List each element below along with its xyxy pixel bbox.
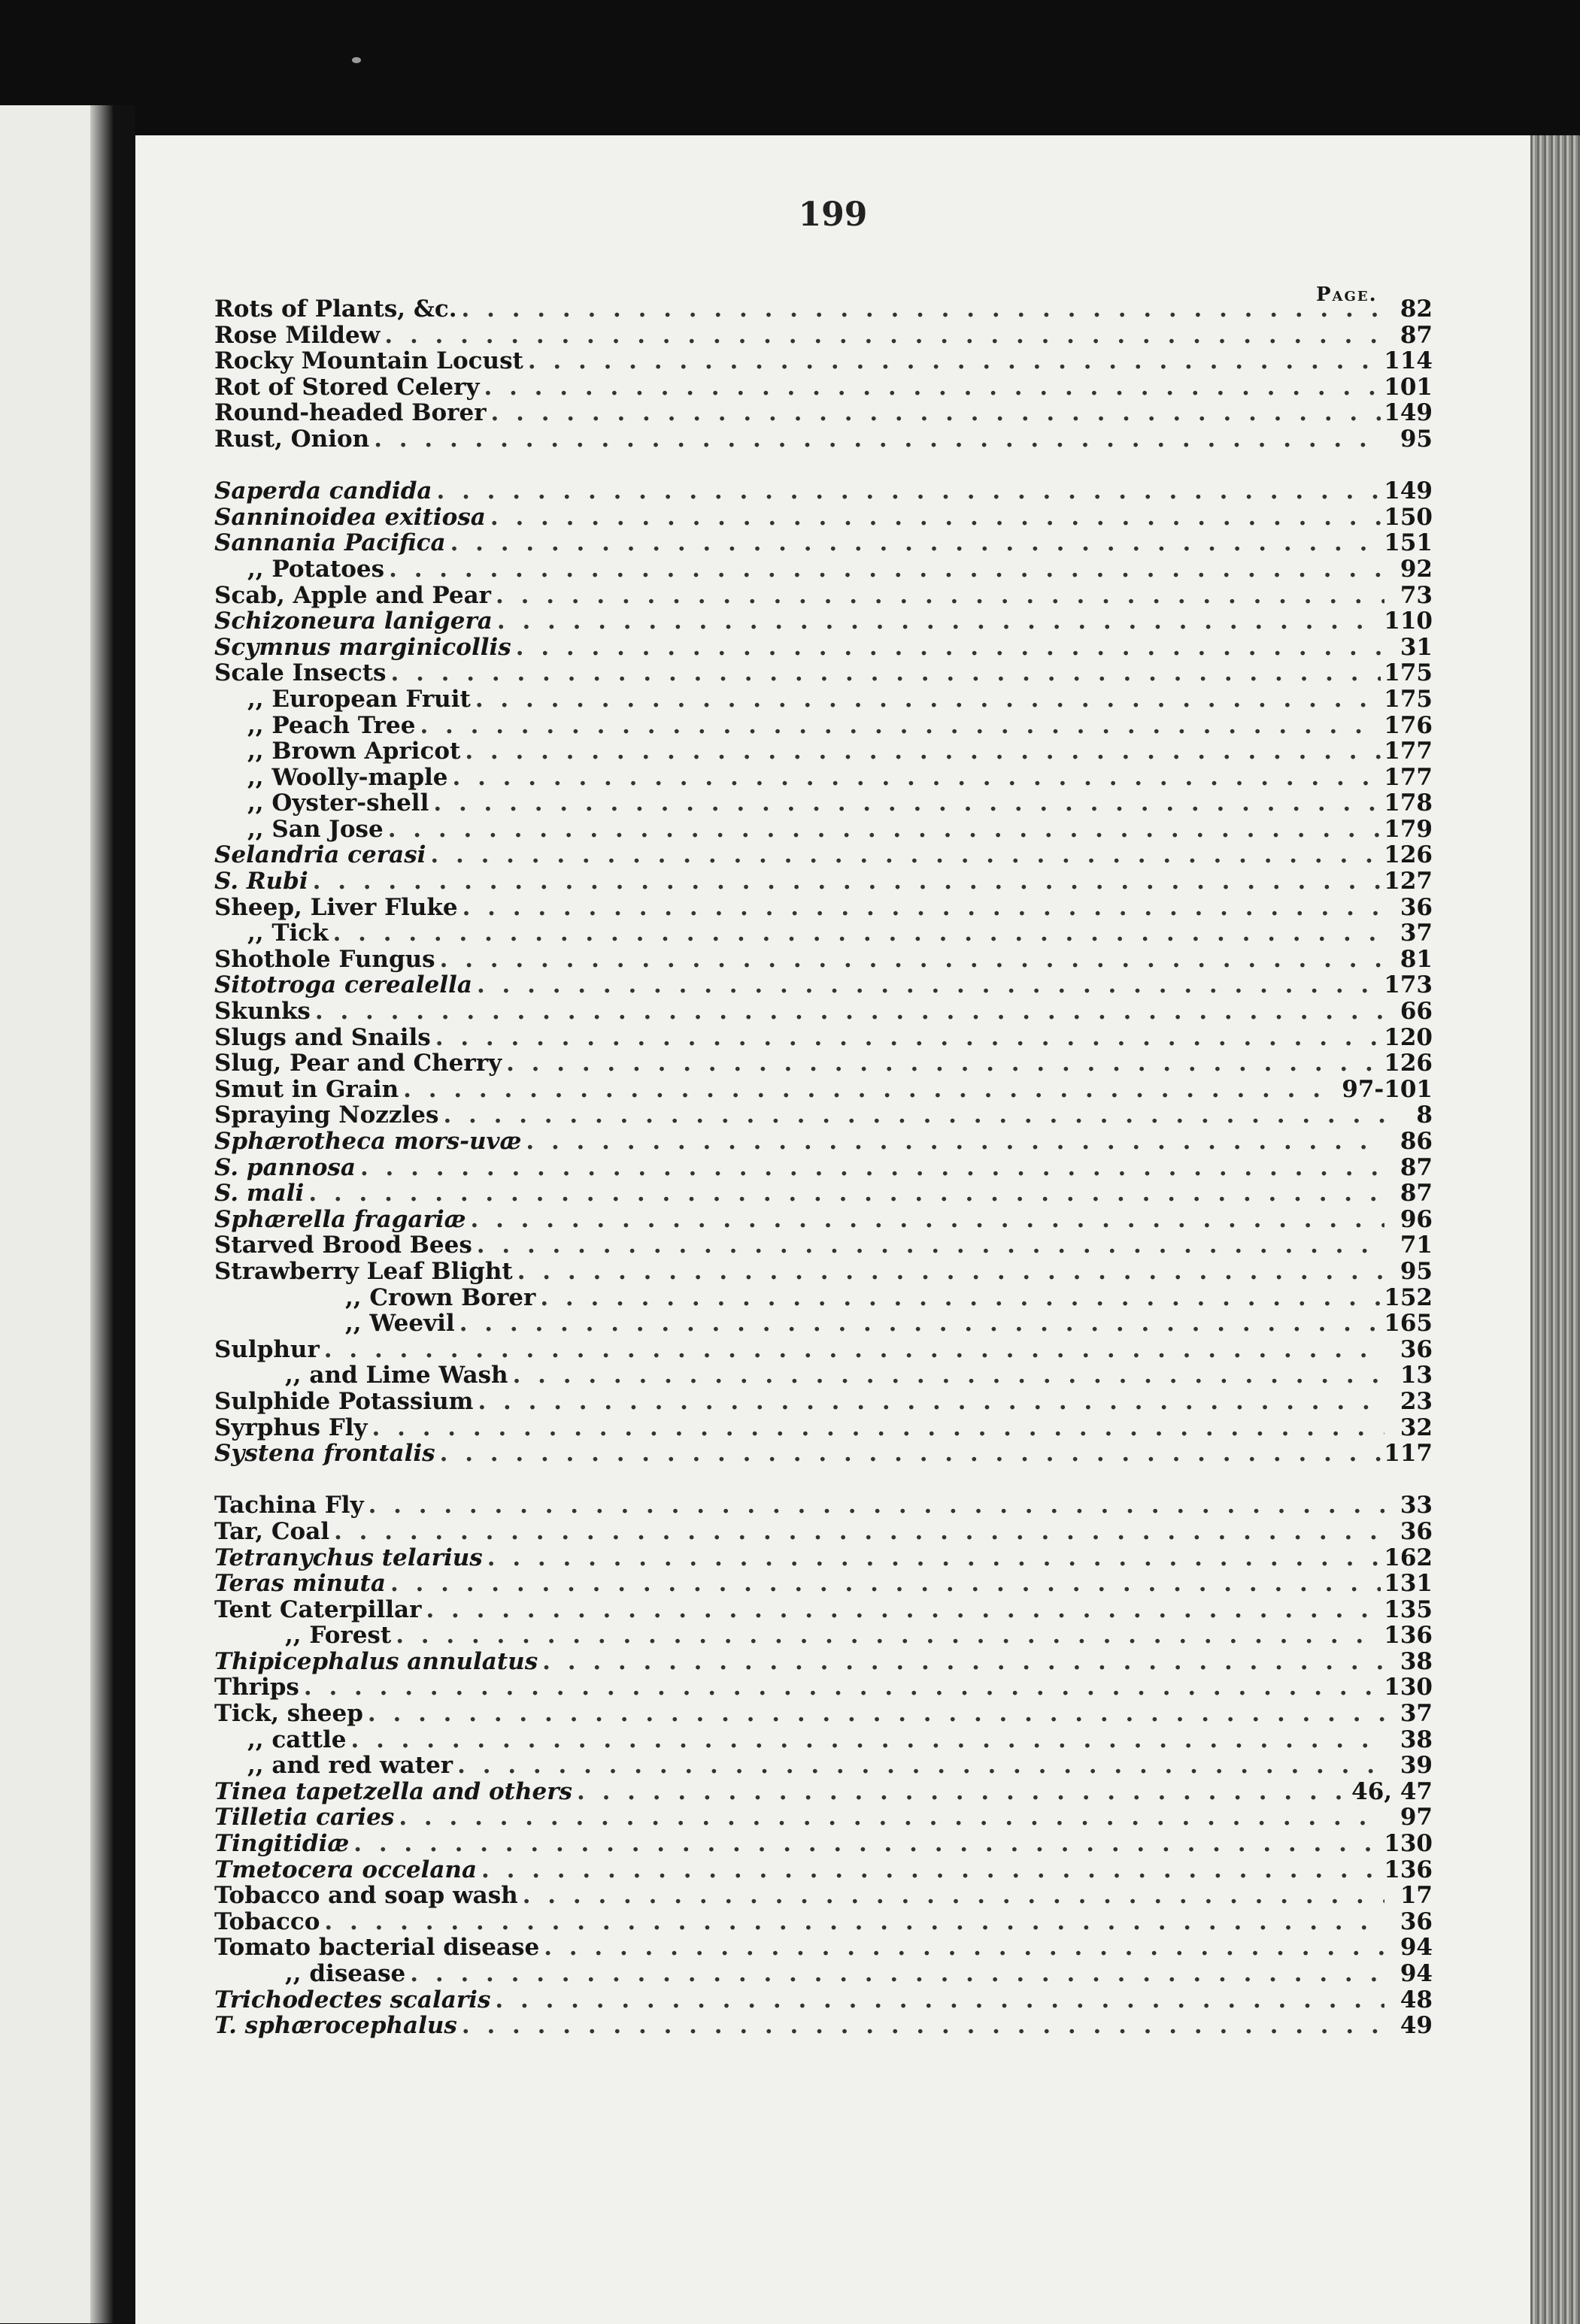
index-entry: Rot of Stored Celery [214,373,480,401]
index-row [214,1883,1433,1909]
index-row [214,1389,1433,1415]
index-row [214,1909,1433,1935]
index-row [214,478,1433,504]
index-row [214,1571,1433,1597]
leader-dots [496,583,1384,609]
leader-dots [436,478,1381,504]
index-page: 37 [1400,1700,1433,1728]
index-row [214,1935,1433,1961]
index-page: 39 [1400,1752,1433,1780]
index-entry: Teras minuta [214,1570,386,1598]
index-entry: S. mali [214,1180,305,1207]
index-page: 95 [1400,425,1433,453]
index-page: 110 [1384,608,1433,635]
index-entry: ,, disease [285,1960,406,1987]
index-page: 149 [1384,399,1433,427]
index-row [214,635,1433,661]
page-number: 199 [798,195,868,234]
index-page: 101 [1384,373,1433,401]
leader-dots [388,817,1381,843]
leader-dots [516,635,1384,661]
index-row [214,1987,1433,2013]
leader-dots [484,374,1381,401]
leader-dots [368,1701,1384,1727]
leader-dots [478,1389,1384,1415]
index-page: 120 [1384,1023,1433,1051]
index-row [214,1310,1433,1337]
index-page: 92 [1400,555,1433,583]
index-entry: Sheep, Liver Fluke [214,893,458,921]
index-page: 114 [1384,347,1433,375]
index-row [214,1961,1433,1987]
index-row [214,1831,1433,1857]
index-page: 178 [1384,789,1433,817]
index-entry: ,, Brown Apricot [247,738,461,765]
index-page: 130 [1384,1830,1433,1858]
leader-dots [315,998,1384,1025]
index-page: 175 [1384,659,1433,687]
index-entry: ,, and Lime Wash [285,1362,508,1389]
index-page: 32 [1400,1413,1433,1441]
index-entry: ,, Peach Tree [247,711,416,739]
leader-dots [526,1129,1384,1155]
section-gap [214,1467,1433,1493]
index-entry: Trichodectes scalaris [214,1986,491,2013]
index-page: 87 [1400,1153,1433,1181]
index-page: 82 [1400,295,1433,323]
leader-dots [513,1362,1384,1389]
index-entry: Scab, Apple and Pear [214,581,492,609]
page-column-label: Page. [1316,283,1378,306]
index-page: 126 [1384,1050,1433,1077]
index-page: 117 [1384,1440,1433,1468]
index-row [214,1519,1433,1545]
index-row [214,400,1433,426]
index-entry: Sphærotheca mors-uvæ [214,1128,522,1155]
index-entry: ,, cattle [247,1726,347,1753]
index-row [214,1441,1433,1467]
index-entry: Syrphus Fly [214,1413,368,1441]
index-entry: ,, Oyster-shell [247,789,429,817]
index-entry: Tar, Coal [214,1517,330,1545]
left-page-edge [0,105,113,2323]
index-entry: Sannania Pacifica [214,529,446,557]
index-page: 36 [1400,1335,1433,1363]
index-row [214,1207,1433,1233]
index-row [214,920,1433,947]
leader-dots [544,1935,1384,1961]
index-row [214,1753,1433,1779]
index-row [214,738,1433,765]
index-entry: Sitotroga cerealella [214,971,472,999]
index-page: 173 [1384,971,1433,999]
leader-dots [459,1310,1381,1337]
index-page: 48 [1400,1986,1433,2013]
index-page: 136 [1384,1856,1433,1883]
leader-dots [450,530,1381,556]
leader-dots [495,1987,1384,2013]
index-entry: Rocky Mountain Locust [214,347,523,375]
index-page: 46, 47 [1351,1777,1433,1805]
index-entry: Saperda candida [214,477,432,505]
index-entry: ,, Crown Borer [345,1283,536,1311]
index-page: 36 [1400,893,1433,921]
index-entry: S. Rubi [214,868,308,895]
index-entry: Scymnus marginicollis [214,633,511,661]
index-entry: ,, Potatoes [247,555,385,583]
index-row [214,1545,1433,1571]
index-page: 94 [1400,1934,1433,1962]
index-row [214,608,1433,635]
index-entry: ,, San Jose [247,815,384,843]
leader-dots [396,1623,1381,1649]
index-row [214,1492,1433,1519]
index-entry: Starved Brood Bees [214,1232,472,1259]
index-entry: Rots of Plants, &c. [214,295,457,323]
index-page: 37 [1400,920,1433,947]
index-page: 165 [1384,1310,1433,1338]
leader-dots [391,660,1381,686]
index-row [214,1077,1433,1103]
leader-dots [353,1831,1381,1857]
index-entry: ,, Weevil [345,1310,455,1338]
leader-dots [528,348,1381,374]
index-page: 94 [1400,1960,1433,1987]
leader-dots [477,1232,1384,1259]
leader-dots [462,895,1384,921]
index-page: 179 [1384,815,1433,843]
index-row [214,1362,1433,1389]
index-page: 49 [1400,2012,1433,2040]
index-page: 86 [1400,1128,1433,1155]
index-page: 127 [1384,868,1433,895]
index-entry: S. pannosa [214,1153,356,1181]
index-entry: ,, and red water [247,1752,453,1780]
index-entry: Tachina Fly [214,1492,364,1520]
index-row [214,1025,1433,1051]
leader-dots [470,1207,1384,1233]
index-entry: Tick, sheep [214,1700,363,1728]
index-entry: ,, Woolly-maple [247,763,448,791]
index-entry: Rose Mildew [214,321,381,349]
leader-dots [443,1102,1384,1129]
index-row [214,972,1433,998]
index-row [214,1701,1433,1727]
leader-dots [426,1597,1381,1623]
index-entry: Sanninoidea exitiosa [214,503,486,531]
index-row [214,1415,1433,1441]
index-page: 176 [1384,711,1433,739]
leader-dots [324,1337,1384,1363]
index-row [214,895,1433,921]
index-row [214,1180,1433,1207]
index-entry: Tingitidiæ [214,1830,350,1858]
index-entry: ,, Tick [247,920,329,947]
index-entry: Thipicephalus annulatus [214,1647,538,1675]
leader-dots [324,1909,1384,1935]
index-page: 23 [1400,1387,1433,1415]
index-row [214,1649,1433,1675]
leader-dots [523,1883,1384,1909]
leader-dots [465,738,1381,765]
index-row [214,1623,1433,1649]
index-entry: Schizoneura lanigera [214,608,493,635]
index-page: 136 [1384,1622,1433,1650]
leader-dots [440,947,1384,973]
leader-dots [430,842,1381,868]
index-entry: Shothole Fungus [214,945,435,973]
index-entry: Tobacco and soap wash [214,1882,518,1910]
leader-dots [506,1050,1381,1077]
leader-dots [490,504,1381,531]
index-page: 150 [1384,503,1433,531]
index-entry: Sphærella fragariæ [214,1205,466,1233]
index-entry: Slug, Pear and Cherry [214,1050,502,1077]
index-entry: Slugs and Snails [214,1023,431,1051]
index-row [214,374,1433,401]
index-page: 87 [1400,321,1433,349]
leader-dots [462,296,1384,323]
leader-dots [517,1259,1384,1285]
leader-dots [410,1961,1384,1987]
leader-dots [491,400,1381,426]
index-entry: Rust, Onion [214,425,370,453]
index-page: 36 [1400,1907,1433,1935]
index-page: 96 [1400,1205,1433,1233]
index-row [214,1597,1433,1623]
leader-dots [542,1649,1384,1675]
index-row [214,1129,1433,1155]
index-entry: Sulphide Potassium [214,1387,474,1415]
index-page: 151 [1384,529,1433,557]
index-row [214,556,1433,583]
index-entry: Skunks [214,998,311,1026]
index-row [214,947,1433,973]
index-page: 66 [1400,998,1433,1026]
index-page: 97 [1400,1804,1433,1832]
index-entry: Tobacco [214,1907,320,1935]
index-page: 31 [1400,633,1433,661]
leader-dots [304,1674,1381,1701]
leader-dots [433,790,1381,817]
index-row [214,765,1433,791]
index-entry: Tinea tapetzella and others [214,1777,573,1805]
leader-dots [384,323,1384,349]
book-page [135,135,1530,2324]
index-page: 87 [1400,1180,1433,1207]
index-row [214,842,1433,868]
index-entry: Thrips [214,1674,299,1701]
leader-dots [368,1492,1384,1519]
section-gap [214,453,1433,479]
leader-dots [390,1571,1381,1597]
index-page: 152 [1384,1283,1433,1311]
leader-dots [475,686,1381,713]
index-row [214,1155,1433,1181]
index-page: 135 [1384,1595,1433,1623]
leader-dots [457,1753,1384,1779]
leader-dots [462,2013,1384,2039]
index-row [214,686,1433,713]
index-page: 13 [1400,1362,1433,1389]
book-gutter [113,105,135,2323]
index-row [214,1674,1433,1701]
index-entry: Tilletia caries [214,1804,395,1832]
index-row [214,868,1433,895]
index-row [214,2013,1433,2039]
index-entry: Selandria cerasi [214,841,426,869]
index-row [214,1857,1433,1883]
index-row [214,504,1433,531]
index-page: 38 [1400,1726,1433,1753]
index-entry: Spraying Nozzles [214,1101,439,1129]
leader-dots [399,1804,1384,1831]
index-page: 81 [1400,945,1433,973]
index-row [214,1804,1433,1831]
index-page: 177 [1384,763,1433,791]
index-row [214,1779,1433,1805]
leader-dots [435,1025,1381,1051]
index-page: 38 [1400,1647,1433,1675]
index-entry: Tmetocera occelana [214,1856,478,1883]
index-row [214,1102,1433,1129]
index-row [214,713,1433,739]
leader-dots [477,972,1381,998]
index-entry: Tent Caterpillar [214,1595,422,1623]
index-entry: T. sphærocephalus [214,2012,457,2040]
index-row [214,583,1433,609]
index-page: 73 [1400,581,1433,609]
index-row [214,530,1433,556]
index-list [214,296,1433,2039]
index-row [214,660,1433,686]
index-row [214,817,1433,843]
index-row [214,1232,1433,1259]
leader-dots [453,765,1381,791]
leader-dots [440,1441,1381,1467]
leader-dots [389,556,1384,583]
index-entry: Scale Insects [214,659,387,687]
index-row [214,348,1433,374]
index-row [214,1727,1433,1753]
index-entry: Tomato bacterial disease [214,1934,540,1962]
leader-dots [334,1519,1384,1545]
index-page: 97-101 [1342,1075,1433,1103]
leader-dots [497,608,1381,635]
index-entry: Systena frontalis [214,1440,435,1468]
index-row [214,790,1433,817]
index-entry: Sulphur [214,1335,320,1363]
index-entry: Strawberry Leaf Blight [214,1257,513,1285]
index-entry: ,, Forest [285,1622,392,1650]
index-page: 126 [1384,841,1433,869]
index-page: 162 [1384,1544,1433,1571]
leader-dots [481,1857,1381,1883]
index-page: 177 [1384,738,1433,765]
index-page: 36 [1400,1517,1433,1545]
leader-dots [372,1415,1384,1441]
index-row [214,323,1433,349]
index-page: 8 [1416,1101,1433,1129]
leader-dots [313,868,1381,895]
index-page: 95 [1400,1257,1433,1285]
index-entry: ,, European Fruit [247,685,471,713]
leader-dots [540,1285,1381,1311]
index-page: 71 [1400,1232,1433,1259]
index-entry: Tetranychus telarius [214,1544,483,1571]
leader-dots [487,1545,1381,1571]
leader-dots [360,1155,1384,1181]
dust-speck [352,57,361,63]
leader-dots [333,920,1384,947]
index-entry: Round-headed Borer [214,399,487,427]
leader-dots [420,713,1381,739]
index-row [214,426,1433,453]
index-page: 131 [1384,1570,1433,1598]
page-block-edge [1530,135,1580,2324]
index-page: 17 [1400,1882,1433,1910]
index-row [214,998,1433,1025]
leader-dots [577,1779,1348,1805]
index-page: 175 [1384,685,1433,713]
index-page: 149 [1384,477,1433,505]
leader-dots [308,1180,1384,1207]
index-entry: Smut in Grain [214,1075,399,1103]
index-row [214,1285,1433,1311]
index-row [214,1337,1433,1363]
leader-dots [374,426,1384,453]
index-row [214,1050,1433,1077]
leader-dots [403,1077,1339,1103]
index-page: 33 [1400,1492,1433,1520]
index-page: 130 [1384,1674,1433,1701]
index-row [214,1259,1433,1285]
index-row [214,296,1433,323]
leader-dots [350,1727,1384,1753]
